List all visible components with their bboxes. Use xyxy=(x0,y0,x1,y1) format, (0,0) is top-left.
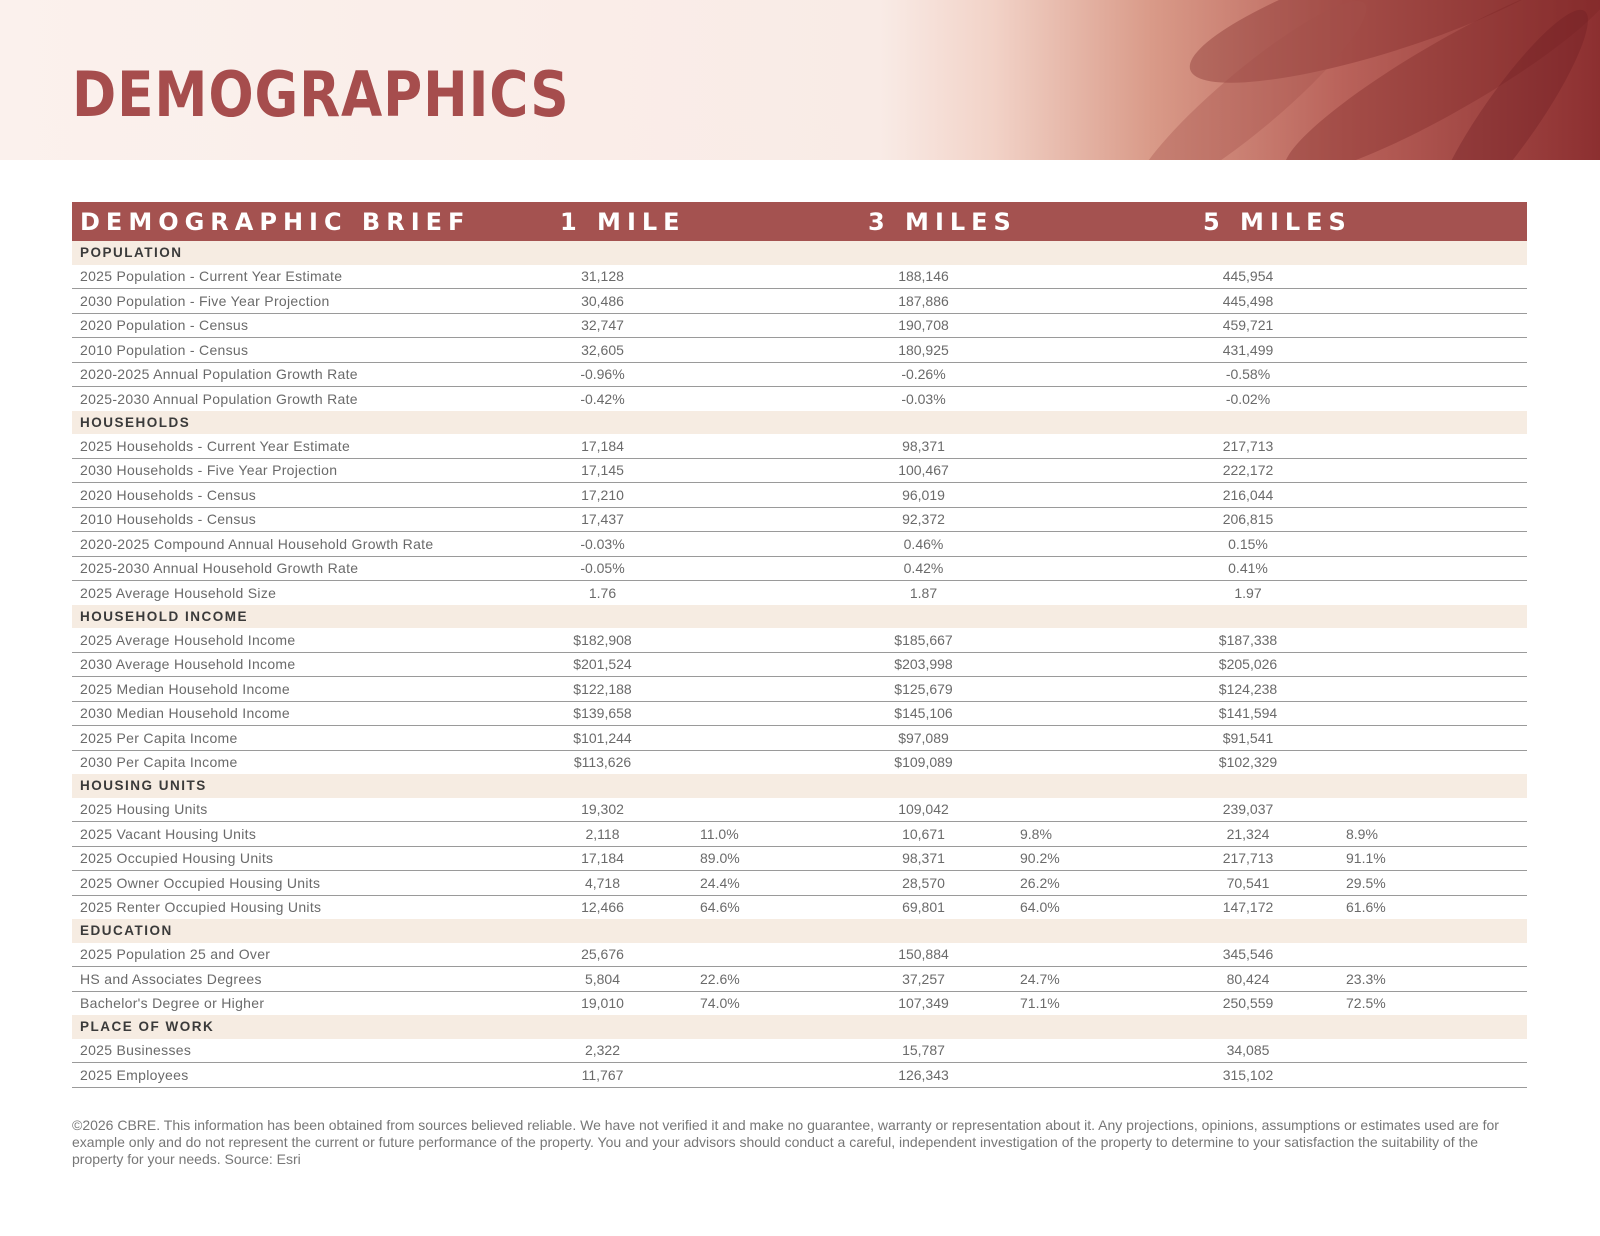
table-row xyxy=(72,726,1527,751)
row-label: 2025 Vacant Housing Units xyxy=(72,822,505,847)
percent-3-miles xyxy=(1020,362,1150,387)
table-row xyxy=(72,507,1527,532)
value-5-miles: 0.41% xyxy=(1150,556,1346,581)
value-1-mile: $113,626 xyxy=(573,754,632,771)
percent-1-mile xyxy=(700,458,827,483)
percent-3-miles xyxy=(1020,265,1150,289)
percent-5-miles xyxy=(1346,652,1527,677)
value-3-miles: $97,089 xyxy=(827,726,1020,751)
percent-1-mile xyxy=(700,313,827,338)
value-1-mile: -0.05% xyxy=(505,556,700,581)
percent-5-miles xyxy=(1346,338,1527,363)
value-1-mile: 19,010 xyxy=(581,995,624,1012)
value-5-miles: 239,037 xyxy=(1150,798,1346,822)
value-5-miles: 0.15% xyxy=(1150,532,1346,557)
table-row xyxy=(72,387,1527,411)
percent-3-miles xyxy=(1020,507,1150,532)
value-5-miles: 216,044 xyxy=(1150,483,1346,508)
value-3-miles: $125,679 xyxy=(827,677,1020,702)
percent-3-miles xyxy=(1020,532,1150,557)
percent-1-mile xyxy=(700,701,827,726)
value-3-miles: $203,998 xyxy=(827,652,1020,677)
percent-3-miles xyxy=(1020,943,1150,967)
value-5-miles: 217,713 xyxy=(1150,846,1346,871)
table-header-row xyxy=(72,202,1527,241)
percent-1-mile xyxy=(700,628,827,652)
table-row xyxy=(72,943,1527,967)
value-1-mile: 32,747 xyxy=(505,313,700,338)
value-5-miles: $205,026 xyxy=(1150,652,1346,677)
percent-3-miles xyxy=(1020,1063,1150,1088)
row-label: 2025 Average Household Income xyxy=(72,628,505,652)
table-row xyxy=(72,846,1527,871)
percent-3-miles xyxy=(1020,750,1150,774)
page-title: DEMOGRAPHICS xyxy=(72,58,570,131)
value-5-miles: 217,713 xyxy=(1150,434,1346,458)
row-label: 2030 Median Household Income xyxy=(72,701,505,726)
value-3-miles: 188,146 xyxy=(827,265,1020,289)
percent-1-mile xyxy=(700,652,827,677)
row-label: 2025-2030 Annual Population Growth Rate xyxy=(80,390,358,407)
percent-3-miles: 24.7% xyxy=(1020,967,1150,992)
value-3-miles: 0.42% xyxy=(827,556,1020,581)
row-label: 2025 Renter Occupied Housing Units xyxy=(80,899,322,916)
value-1-mile: 17,184 xyxy=(505,846,700,871)
table-row xyxy=(72,750,1527,774)
row-label: 2010 Households - Census xyxy=(72,507,505,532)
table-row xyxy=(72,434,1527,458)
percent-5-miles xyxy=(1346,750,1527,774)
percent-5-miles xyxy=(1346,1063,1527,1088)
row-label: 2020-2025 Compound Annual Household Growth Rate xyxy=(72,532,505,557)
value-1-mile: 2,322 xyxy=(505,1039,700,1063)
percent-3-miles xyxy=(1020,458,1150,483)
row-label: 2025 Owner Occupied Housing Units xyxy=(72,871,505,896)
value-3-miles: 107,349 xyxy=(898,995,949,1012)
demographics-table xyxy=(72,202,1527,1088)
percent-1-mile: 22.6% xyxy=(700,967,827,992)
value-3-miles: 187,886 xyxy=(827,289,1020,314)
percent-5-miles xyxy=(1346,313,1527,338)
value-3-miles: 10,671 xyxy=(827,822,1020,847)
value-1-mile: 2,118 xyxy=(505,822,700,847)
percent-3-miles xyxy=(1020,387,1150,411)
row-label: 2030 Households - Five Year Projection xyxy=(72,458,505,483)
percent-1-mile xyxy=(700,750,827,774)
value-3-miles: 150,884 xyxy=(827,943,1020,967)
value-1-mile: 25,676 xyxy=(505,943,700,967)
row-label: 2025 Population 25 and Over xyxy=(72,943,505,967)
percent-3-miles xyxy=(1020,289,1150,314)
value-3-miles: 109,042 xyxy=(827,798,1020,822)
value-5-miles: 431,499 xyxy=(1150,338,1346,363)
value-5-miles: 206,815 xyxy=(1150,507,1346,532)
percent-5-miles: 61.6% xyxy=(1346,899,1386,916)
value-1-mile: $182,908 xyxy=(505,628,700,652)
percent-1-mile: 74.0% xyxy=(700,995,740,1012)
value-1-mile: 12,466 xyxy=(581,899,624,916)
disclaimer-footnote: ©2026 CBRE. This information has been obtained from sources believed reliable. We have not verified it and make no guarantee, warranty or representation about it. Any projections, opinions, assumptions or estimates used are for example only and do not represent the current or future performance of the property. You and your advisors should conduct a careful, independent investigation of the property to determine to your satisfaction the suitability of the property for your needs. Source: Esri xyxy=(72,1117,1499,1167)
percent-5-miles xyxy=(1346,434,1527,458)
percent-3-miles xyxy=(1020,581,1150,605)
value-5-miles: 80,424 xyxy=(1150,967,1346,992)
percent-5-miles xyxy=(1346,265,1527,289)
value-3-miles: 28,570 xyxy=(827,871,1020,896)
row-label: 2020 Population - Census xyxy=(72,313,505,338)
row-label: 2025 Households - Current Year Estimate xyxy=(72,434,505,458)
value-5-miles: 147,172 xyxy=(1222,899,1274,916)
table-row xyxy=(72,967,1527,992)
section-header-row xyxy=(72,1015,1527,1039)
percent-5-miles: 23.3% xyxy=(1346,967,1527,992)
row-label: 2025 Median Household Income xyxy=(72,677,505,702)
value-1-mile: -0.03% xyxy=(505,532,700,557)
section-title: EDUCATION xyxy=(72,919,1527,943)
percent-3-miles: 9.8% xyxy=(1020,822,1150,847)
value-3-miles: 96,019 xyxy=(827,483,1020,508)
table-row xyxy=(72,652,1527,677)
value-1-mile: 17,145 xyxy=(505,458,700,483)
percent-5-miles xyxy=(1346,362,1527,387)
section-header-row xyxy=(72,605,1527,629)
table-row xyxy=(72,798,1527,822)
value-3-miles: $109,089 xyxy=(894,754,953,771)
percent-3-miles xyxy=(1020,701,1150,726)
percent-3-miles: 90.2% xyxy=(1020,846,1150,871)
value-1-mile: 17,184 xyxy=(505,434,700,458)
percent-5-miles xyxy=(1346,289,1527,314)
value-1-mile: 32,605 xyxy=(505,338,700,363)
table-row xyxy=(72,701,1527,726)
percent-1-mile xyxy=(700,943,827,967)
percent-1-mile xyxy=(700,265,827,289)
percent-5-miles xyxy=(1346,507,1527,532)
value-5-miles: 345,546 xyxy=(1150,943,1346,967)
percent-5-miles xyxy=(1346,798,1527,822)
percent-5-miles: 29.5% xyxy=(1346,871,1527,896)
percent-3-miles xyxy=(1020,726,1150,751)
percent-1-mile xyxy=(700,289,827,314)
percent-5-miles xyxy=(1346,1039,1527,1063)
table-row xyxy=(72,1039,1527,1063)
percent-3-miles xyxy=(1020,338,1150,363)
value-3-miles: 92,372 xyxy=(827,507,1020,532)
value-5-miles: $102,329 xyxy=(1218,754,1278,771)
table-row xyxy=(72,628,1527,652)
percent-1-mile xyxy=(700,1063,827,1088)
value-5-miles: 34,085 xyxy=(1150,1039,1346,1063)
table-row xyxy=(72,313,1527,338)
percent-5-miles xyxy=(1346,387,1527,411)
percent-1-mile xyxy=(700,434,827,458)
value-3-miles: 180,925 xyxy=(827,338,1020,363)
value-5-miles: 222,172 xyxy=(1150,458,1346,483)
percent-3-miles xyxy=(1020,1039,1150,1063)
value-5-miles: -0.02% xyxy=(1225,390,1271,407)
table-row xyxy=(72,871,1527,896)
table-row xyxy=(72,483,1527,508)
table-row xyxy=(72,458,1527,483)
value-5-miles: 70,541 xyxy=(1150,871,1346,896)
percent-3-miles xyxy=(1020,313,1150,338)
percent-1-mile: 24.4% xyxy=(700,871,827,896)
percent-1-mile xyxy=(700,1039,827,1063)
value-5-miles: $141,594 xyxy=(1150,701,1346,726)
row-label: 2030 Population - Five Year Projection xyxy=(72,289,505,314)
value-3-miles: 98,371 xyxy=(827,846,1020,871)
row-label: 2025 Businesses xyxy=(72,1039,505,1063)
value-3-miles: $145,106 xyxy=(827,701,1020,726)
percent-1-mile xyxy=(700,677,827,702)
value-5-miles: 1.97 xyxy=(1234,584,1262,601)
value-1-mile: $122,188 xyxy=(505,677,700,702)
table-row xyxy=(72,991,1527,1015)
percent-1-mile xyxy=(700,362,827,387)
value-1-mile: $201,524 xyxy=(505,652,700,677)
percent-3-miles: 71.1% xyxy=(1020,995,1060,1012)
table-row xyxy=(72,289,1527,314)
table-row xyxy=(72,265,1527,289)
percent-3-miles xyxy=(1020,677,1150,702)
value-3-miles: 126,343 xyxy=(827,1063,1020,1088)
value-5-miles: $187,338 xyxy=(1150,628,1346,652)
percent-3-miles xyxy=(1020,628,1150,652)
row-label: 2025 Housing Units xyxy=(72,798,505,822)
row-label: 2025 Population - Current Year Estimate xyxy=(72,265,505,289)
percent-5-miles xyxy=(1346,726,1527,751)
percent-5-miles xyxy=(1346,677,1527,702)
percent-5-miles: 8.9% xyxy=(1346,822,1527,847)
row-label: HS and Associates Degrees xyxy=(72,967,505,992)
row-label: 2010 Population - Census xyxy=(72,338,505,363)
section-title: HOUSEHOLDS xyxy=(72,411,1527,435)
percent-1-mile: 11.0% xyxy=(700,822,827,847)
table-row xyxy=(72,556,1527,581)
percent-5-miles xyxy=(1346,458,1527,483)
percent-5-miles: 91.1% xyxy=(1346,846,1527,871)
value-1-mile: 31,128 xyxy=(505,265,700,289)
value-3-miles: 0.46% xyxy=(827,532,1020,557)
table-row xyxy=(72,1063,1527,1088)
percent-3-miles xyxy=(1020,652,1150,677)
value-5-miles: $91,541 xyxy=(1150,726,1346,751)
header-demographic-brief: DEMOGRAPHIC BRIEF xyxy=(72,202,505,241)
header-3-miles: 3 MILES xyxy=(827,202,1150,241)
percent-1-mile xyxy=(700,507,827,532)
percent-1-mile xyxy=(700,726,827,751)
row-label: 2030 Average Household Income xyxy=(72,652,505,677)
table-row xyxy=(72,822,1527,847)
section-header-row xyxy=(72,411,1527,435)
percent-1-mile xyxy=(700,483,827,508)
percent-1-mile: 89.0% xyxy=(700,846,827,871)
percent-5-miles xyxy=(1346,556,1527,581)
value-1-mile: -0.96% xyxy=(505,362,700,387)
value-1-mile: 11,767 xyxy=(505,1063,700,1088)
header-1-mile: 1 MILE xyxy=(505,202,827,241)
section-title: HOUSING UNITS xyxy=(72,774,1527,798)
value-1-mile: -0.42% xyxy=(580,390,625,407)
percent-1-mile xyxy=(700,387,827,411)
value-1-mile: 17,437 xyxy=(505,507,700,532)
percent-1-mile xyxy=(700,556,827,581)
value-3-miles: 37,257 xyxy=(827,967,1020,992)
percent-3-miles xyxy=(1020,798,1150,822)
percent-3-miles xyxy=(1020,434,1150,458)
percent-5-miles xyxy=(1346,483,1527,508)
value-5-miles: 445,498 xyxy=(1150,289,1346,314)
table-row xyxy=(72,362,1527,387)
percent-5-miles xyxy=(1346,532,1527,557)
value-3-miles: -0.03% xyxy=(901,390,946,407)
value-3-miles: 69,801 xyxy=(902,899,945,916)
table-row xyxy=(72,532,1527,557)
value-1-mile: 5,804 xyxy=(505,967,700,992)
row-label: 2020 Households - Census xyxy=(72,483,505,508)
section-title: POPULATION xyxy=(72,241,1527,265)
percent-5-miles xyxy=(1346,628,1527,652)
value-1-mile: 17,210 xyxy=(505,483,700,508)
value-1-mile: 30,486 xyxy=(505,289,700,314)
percent-5-miles xyxy=(1346,701,1527,726)
value-3-miles: 190,708 xyxy=(827,313,1020,338)
row-label: 2025 Occupied Housing Units xyxy=(72,846,505,871)
table-row xyxy=(72,895,1527,919)
percent-5-miles xyxy=(1346,943,1527,967)
percent-1-mile xyxy=(700,532,827,557)
value-3-miles: 100,467 xyxy=(827,458,1020,483)
table-body xyxy=(72,241,1527,1087)
value-1-mile: 4,718 xyxy=(505,871,700,896)
section-title: PLACE OF WORK xyxy=(72,1015,1527,1039)
value-1-mile: 19,302 xyxy=(505,798,700,822)
row-label: 2030 Per Capita Income xyxy=(80,754,238,771)
table-row xyxy=(72,338,1527,363)
percent-1-mile xyxy=(700,581,827,605)
percent-5-miles: 72.5% xyxy=(1346,995,1386,1012)
row-label: 2025 Per Capita Income xyxy=(72,726,505,751)
value-1-mile: 1.76 xyxy=(588,584,617,601)
section-header-row xyxy=(72,919,1527,943)
value-5-miles: 315,102 xyxy=(1150,1063,1346,1088)
value-5-miles: 250,559 xyxy=(1222,995,1274,1012)
value-3-miles: 15,787 xyxy=(827,1039,1020,1063)
percent-1-mile xyxy=(700,338,827,363)
table-row xyxy=(72,581,1527,605)
section-header-row xyxy=(72,774,1527,798)
table-row xyxy=(72,677,1527,702)
value-5-miles: $124,238 xyxy=(1150,677,1346,702)
section-header-row xyxy=(72,241,1527,265)
value-3-miles: 1.87 xyxy=(909,584,938,601)
percent-3-miles xyxy=(1020,483,1150,508)
value-1-mile: $101,244 xyxy=(505,726,700,751)
value-5-miles: 459,721 xyxy=(1150,313,1346,338)
value-3-miles: -0.26% xyxy=(827,362,1020,387)
row-label: 2025 Average Household Size xyxy=(80,584,277,601)
header-5-miles: 5 MILES xyxy=(1150,202,1527,241)
value-5-miles: -0.58% xyxy=(1150,362,1346,387)
value-5-miles: 445,954 xyxy=(1150,265,1346,289)
percent-3-miles xyxy=(1020,556,1150,581)
value-5-miles: 21,324 xyxy=(1150,822,1346,847)
percent-1-mile: 64.6% xyxy=(700,899,740,916)
value-3-miles: $185,667 xyxy=(827,628,1020,652)
value-1-mile: $139,658 xyxy=(505,701,700,726)
row-label: 2025-2030 Annual Household Growth Rate xyxy=(72,556,505,581)
percent-3-miles: 64.0% xyxy=(1020,899,1060,916)
row-label: 2020-2025 Annual Population Growth Rate xyxy=(72,362,505,387)
percent-1-mile xyxy=(700,798,827,822)
percent-3-miles: 26.2% xyxy=(1020,871,1150,896)
percent-5-miles xyxy=(1346,581,1527,605)
value-3-miles: 98,371 xyxy=(827,434,1020,458)
row-label: Bachelor's Degree or Higher xyxy=(80,995,265,1012)
section-title: HOUSEHOLD INCOME xyxy=(72,605,1527,629)
row-label: 2025 Employees xyxy=(72,1063,505,1088)
